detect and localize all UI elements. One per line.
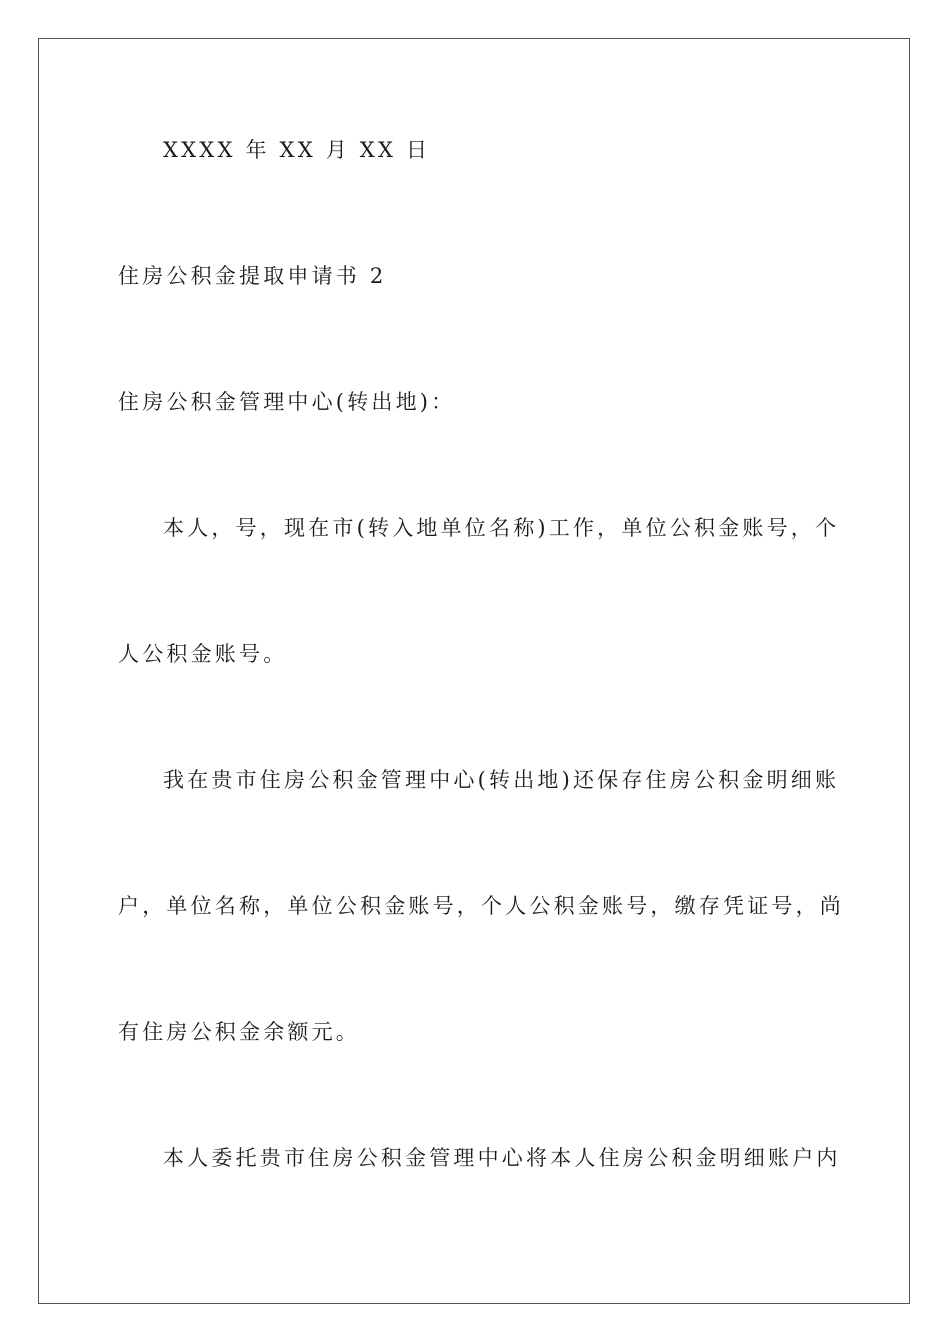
paragraph2-line3: 有住房公积金余额元。 — [118, 1020, 360, 1044]
date-line: XXXX 年 XX 月 XX 日 — [163, 138, 431, 162]
paragraph1-line1: 本人，号，现在市(转入地单位名称)工作，单位公积金账号，个 — [163, 516, 840, 540]
paragraph3-line1: 本人委托贵市住房公积金管理中心将本人住房公积金明细账户内 — [163, 1146, 841, 1170]
salutation: 住房公积金管理中心(转出地)： — [118, 390, 456, 414]
paragraph2-line1: 我在贵市住房公积金管理中心(转出地)还保存住房公积金明细账 — [163, 768, 840, 792]
page-border — [38, 38, 910, 1304]
document-title: 住房公积金提取申请书 2 — [118, 264, 387, 288]
paragraph2-line2: 户，单位名称，单位公积金账号，个人公积金账号，缴存凭证号，尚 — [118, 894, 844, 918]
paragraph1-line2: 人公积金账号。 — [118, 642, 288, 666]
